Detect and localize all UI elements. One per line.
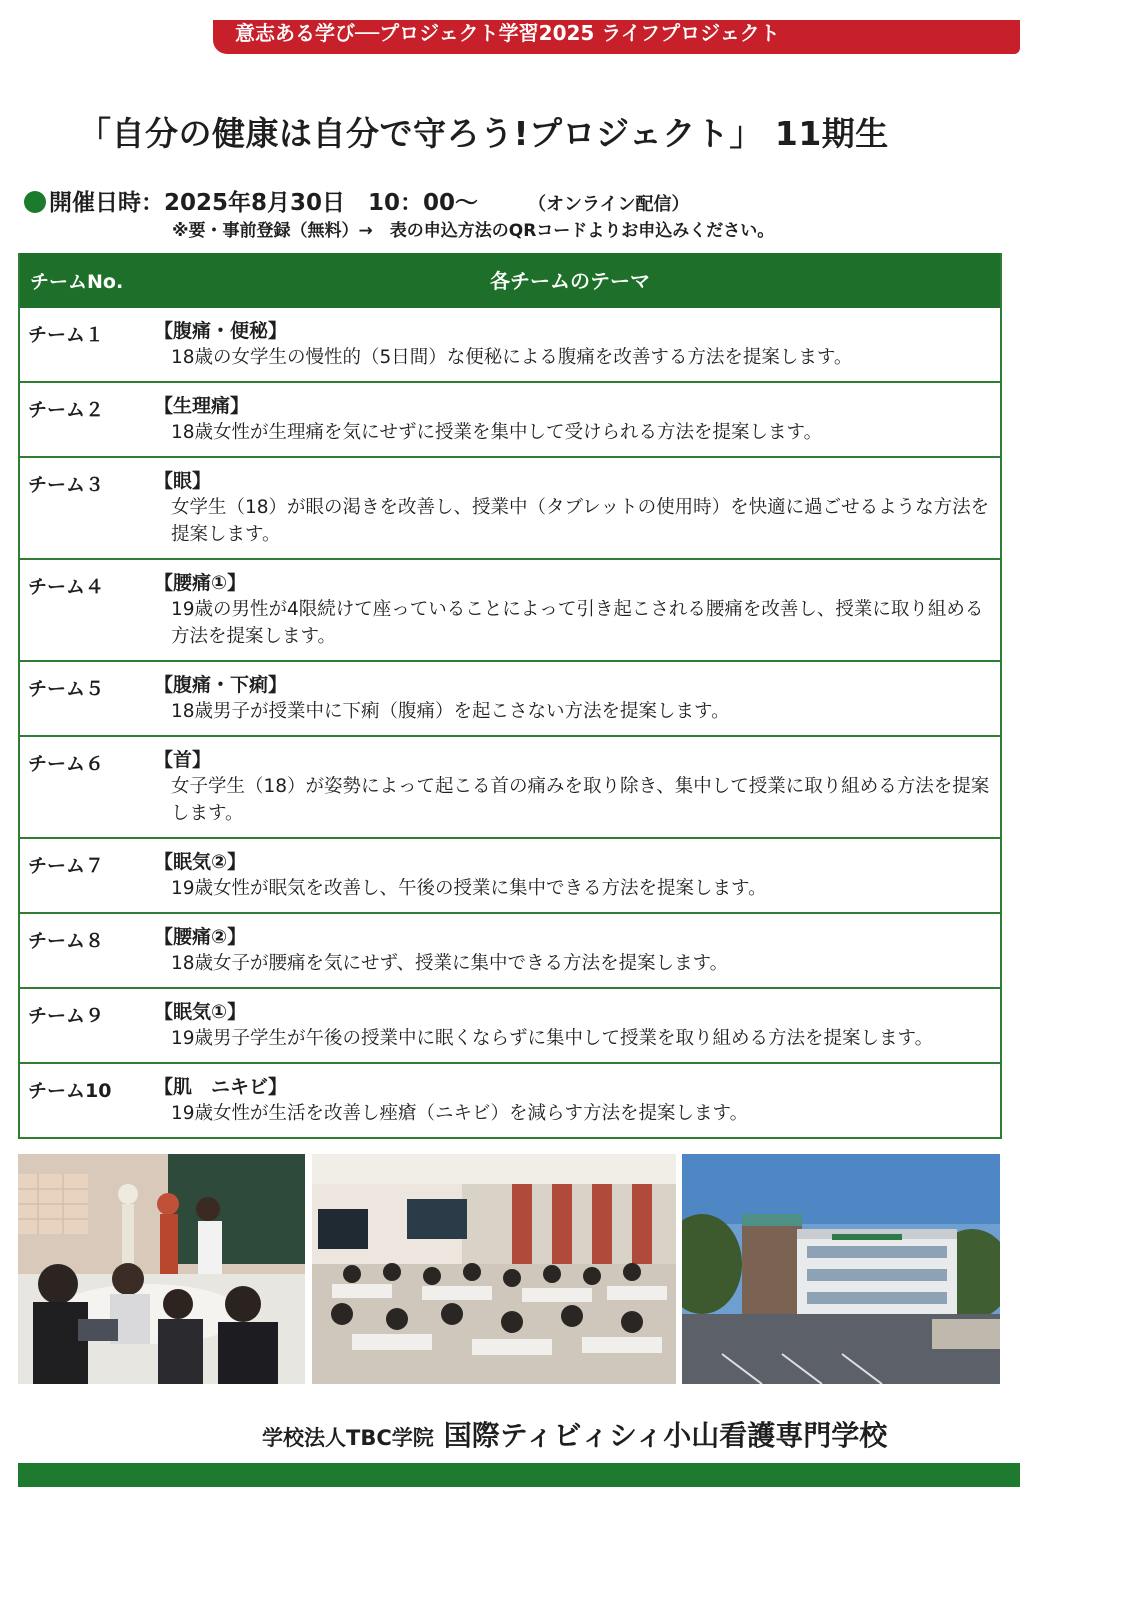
photo-school-building [682,1154,1000,1384]
team-topic: 【生理痛】 [154,395,250,417]
table-rows [20,308,1000,1137]
school-name [262,1414,887,1454]
table-header [20,253,1000,308]
team-topic: 【肌 ニキビ】 [154,1076,288,1098]
event-date [24,184,690,217]
school-title: 国際ティビィシィ小山看護専門学校 [443,1419,888,1452]
table-row [20,383,1000,458]
table-row [20,1064,1000,1137]
registration-note: ※要・事前登録（無料）→ 表の申込方法のQRコードよりお申込みください。 [172,221,775,241]
table-row [20,560,1000,662]
team-description: 18歳女子が腰痛を気にせず、授業に集中できる方法を提案します。 [171,953,729,974]
school-corp: 学校法人TBC学院 [262,1426,434,1450]
team-number: チーム７ [28,855,105,877]
photo-lecture-hall [312,1154,676,1384]
page-title: 「自分の健康は自分で守ろう!プロジェクト」 11期生 [78,114,889,153]
team-topic: 【眼】 [154,470,212,492]
header-theme: 各チームのテーマ [490,269,650,293]
event-date-label: 開催日時：2025年8月30日 10：00～ [49,190,479,216]
table-row [20,737,1000,839]
table-row [20,839,1000,914]
team-description: 19歳女性が眠気を改善し、午後の授業に集中できる方法を提案します。 [171,878,767,899]
online-label: （オンライン配信） [528,194,690,215]
team-number: チーム６ [28,753,105,775]
team-topic: 【腹痛・便秘】 [154,320,288,342]
header-team-no: チームNo. [30,271,124,293]
team-description: 18歳女性が生理痛を気にせずに授業を集中して受けられる方法を提案します。 [171,422,823,443]
team-number: チーム９ [28,1005,105,1027]
team-description: 19歳の男性が4限続けて座っていることによって引き起こされる腰痛を改善し、授業に取り組める方法を提案します。 [171,599,984,647]
team-number: チーム８ [28,930,105,952]
team-description: 18歳の女学生の慢性的（5日間）な便秘による腹痛を改善する方法を提案します。 [171,347,853,368]
team-topic: 【腰痛②】 [154,926,247,948]
team-description: 18歳男子が授業中に下痢（腹痛）を起こさない方法を提案します。 [171,701,730,722]
team-topic: 【腰痛①】 [154,572,247,594]
team-number: チーム10 [28,1080,112,1102]
footer-bar [18,1463,1020,1487]
photo-anatomy-class [18,1154,305,1384]
photo-strip [18,1154,1018,1384]
top-banner [213,20,1020,54]
table-row [20,308,1000,383]
banner-text: 意志ある学び──プロジェクト学習2025 ライフプロジェクト [235,21,780,45]
team-table [18,253,1002,1139]
team-description: 女子学生（18）が姿勢によって起こる首の痛みを取り除き、集中して授業に取り組める方法を提案します。 [171,776,990,824]
team-topic: 【眠気①】 [154,1001,247,1023]
team-number: チーム２ [28,399,105,421]
team-description: 19歳女性が生活を改善し痤瘡（ニキビ）を減らす方法を提案します。 [171,1103,749,1124]
team-description: 女学生（18）が眼の渇きを改善し、授業中（タブレットの使用時）を快適に過ごせるような方法を提案します。 [171,497,990,545]
team-number: チーム４ [28,576,105,598]
team-topic: 【眠気②】 [154,851,247,873]
team-topic: 【腹痛・下痢】 [154,674,288,696]
bullet-dot-icon [24,191,46,213]
table-row [20,914,1000,989]
table-row [20,458,1000,560]
team-number: チーム１ [28,324,105,346]
team-description: 19歳男子学生が午後の授業中に眠くならずに集中して授業を取り組める方法を提案します。 [171,1028,934,1049]
table-row [20,662,1000,737]
team-topic: 【首】 [154,749,212,771]
team-number: チーム５ [28,678,105,700]
team-number: チーム３ [28,474,105,496]
table-row [20,989,1000,1064]
